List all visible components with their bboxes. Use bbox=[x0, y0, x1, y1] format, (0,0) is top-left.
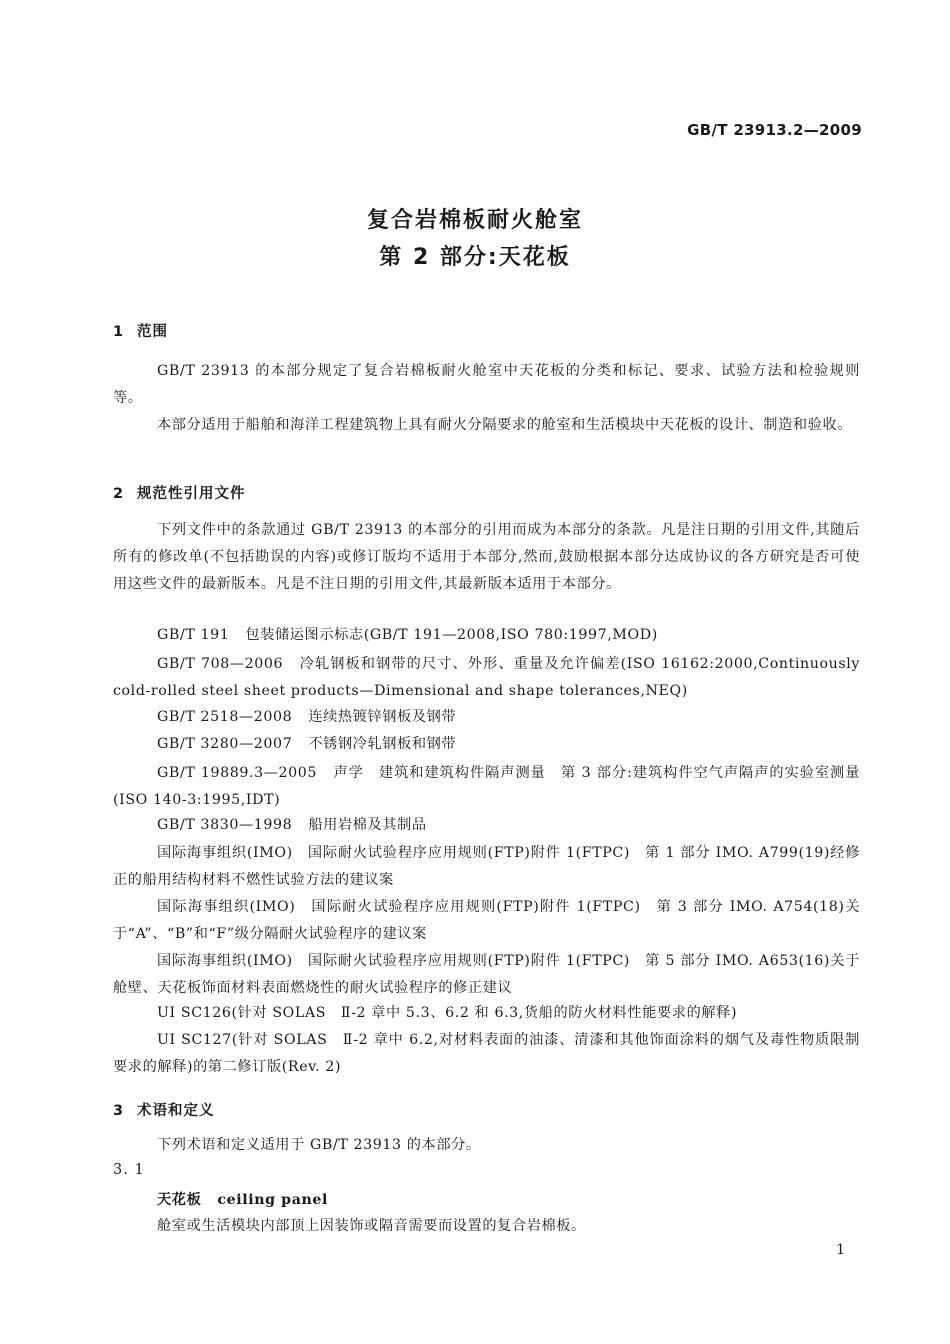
reference-item bbox=[157, 706, 456, 726]
section-2-intro: 下列文件中的条款通过 GB/T 23913 的本部分的引用而成为本部分的条款。凡是注日期的引用文件,其随后所有的修改单(不包括勘误的内容)或修订版均不适用于本部分,然而,鼓励根据本部分达成协议的各方研究是否可使用这些文件的最新版本。凡是不注日期的引用文件,其最新版本适用于本部分。 bbox=[113, 522, 860, 592]
reference-code: GB/T 3280—2007 bbox=[157, 736, 293, 752]
standard-code: GB/T 23913.2—2009 bbox=[687, 121, 862, 139]
reference-item: 国际海事组织(IMO) 国际耐火试验程序应用规则(FTP)附件 1(FTPC) 第 5 部分 IMO. A653(16)关于舱壁、天花板饰面材料表面燃烧性的耐火试验程序的修正建议 bbox=[113, 953, 860, 996]
reference-item bbox=[157, 733, 456, 753]
document-subtitle: 第 2 部分:天花板 bbox=[379, 245, 571, 270]
reference-code: GB/T 19889.3—2005 bbox=[157, 765, 318, 781]
section-1-heading bbox=[113, 320, 168, 341]
section-3-heading bbox=[113, 1099, 215, 1120]
term-entry bbox=[157, 1189, 328, 1209]
reference-item bbox=[113, 760, 860, 814]
reference-item: UI SC127(针对 SOLAS Ⅱ-2 章中 6.2,对材料表面的油漆、清漆和其他饰面涂料的烟气及毒性物质限制要求的解释)的第二修订版(Rev. 2) bbox=[113, 1032, 860, 1075]
reference-item bbox=[113, 651, 860, 705]
section-3-number: 3 bbox=[113, 1103, 125, 1119]
reference-item bbox=[157, 624, 658, 644]
section-3-intro: 下列术语和定义适用于 GB/T 23913 的本部分。 bbox=[157, 1137, 481, 1153]
section-1-paragraph-1: GB/T 23913 的本部分规定了复合岩棉板耐火舱室中天花板的分类和标记、要求、试验方法和检验规则等。 bbox=[113, 363, 860, 406]
section-2-title: 规范性引用文件 bbox=[137, 486, 246, 502]
section-1-paragraph-2: 本部分适用于船舶和海洋工程建筑物上具有耐火分隔要求的舱室和生活模块中天花板的设计、制造和验收。 bbox=[157, 417, 853, 433]
reference-title: 连续热镀锌钢板及钢带 bbox=[308, 709, 457, 725]
reference-title: 不锈钢冷轧钢板和钢带 bbox=[308, 736, 457, 752]
term-english: ceiling panel bbox=[217, 1192, 329, 1208]
document-title: 复合岩棉板耐火舱室 bbox=[366, 208, 583, 233]
reference-title: 冷轧钢板和钢带的尺寸、外形、重量及允许偏差(ISO 16162:2000,Continuously cold-rolled steel sheet products—Dimensional and shape tolerances,NEQ) bbox=[113, 656, 860, 699]
reference-code: GB/T 191 bbox=[157, 627, 230, 643]
term-definition: 舱室或生活模块内部顶上因装饰或隔音需要而设置的复合岩棉板。 bbox=[157, 1218, 586, 1234]
section-1-title: 范围 bbox=[137, 324, 168, 340]
section-2-heading bbox=[113, 482, 246, 503]
reference-code: GB/T 3830—1998 bbox=[157, 817, 293, 833]
reference-item bbox=[157, 814, 427, 834]
reference-item: UI SC126(针对 SOLAS Ⅱ-2 章中 5.3、6.2 和 6.3,货船的防火材料性能要求的解释) bbox=[157, 1005, 738, 1021]
section-3-title: 术语和定义 bbox=[137, 1103, 215, 1119]
reference-title: 船用岩棉及其制品 bbox=[308, 817, 427, 833]
term-chinese: 天花板 bbox=[157, 1192, 202, 1208]
reference-item: 国际海事组织(IMO) 国际耐火试验程序应用规则(FTP)附件 1(FTPC) 第 1 部分 IMO. A799(19)经修正的船用结构材料不燃性试验方法的建议案 bbox=[113, 845, 860, 888]
section-1-number: 1 bbox=[113, 324, 125, 340]
reference-item: 国际海事组织(IMO) 国际耐火试验程序应用规则(FTP)附件 1(FTPC) 第 3 部分 IMO. A754(18)关于“A”、“B”和“F”级分隔耐火试验程序的建议案 bbox=[113, 899, 860, 942]
reference-code: GB/T 708—2006 bbox=[157, 656, 284, 672]
reference-code: GB/T 2518—2008 bbox=[157, 709, 293, 725]
page-number: 1 bbox=[836, 1242, 845, 1258]
section-2-number: 2 bbox=[113, 486, 125, 502]
reference-title: 包装储运图示标志(GB/T 191—2008,ISO 780:1997,MOD) bbox=[245, 627, 658, 643]
reference-title: 声学 建筑和建筑构件隔声测量 第 3 部分:建筑构件空气声隔声的实验室测量(ISO 140-3:1995,IDT) bbox=[113, 765, 860, 808]
subsection-number: 3. 1 bbox=[113, 1162, 145, 1178]
